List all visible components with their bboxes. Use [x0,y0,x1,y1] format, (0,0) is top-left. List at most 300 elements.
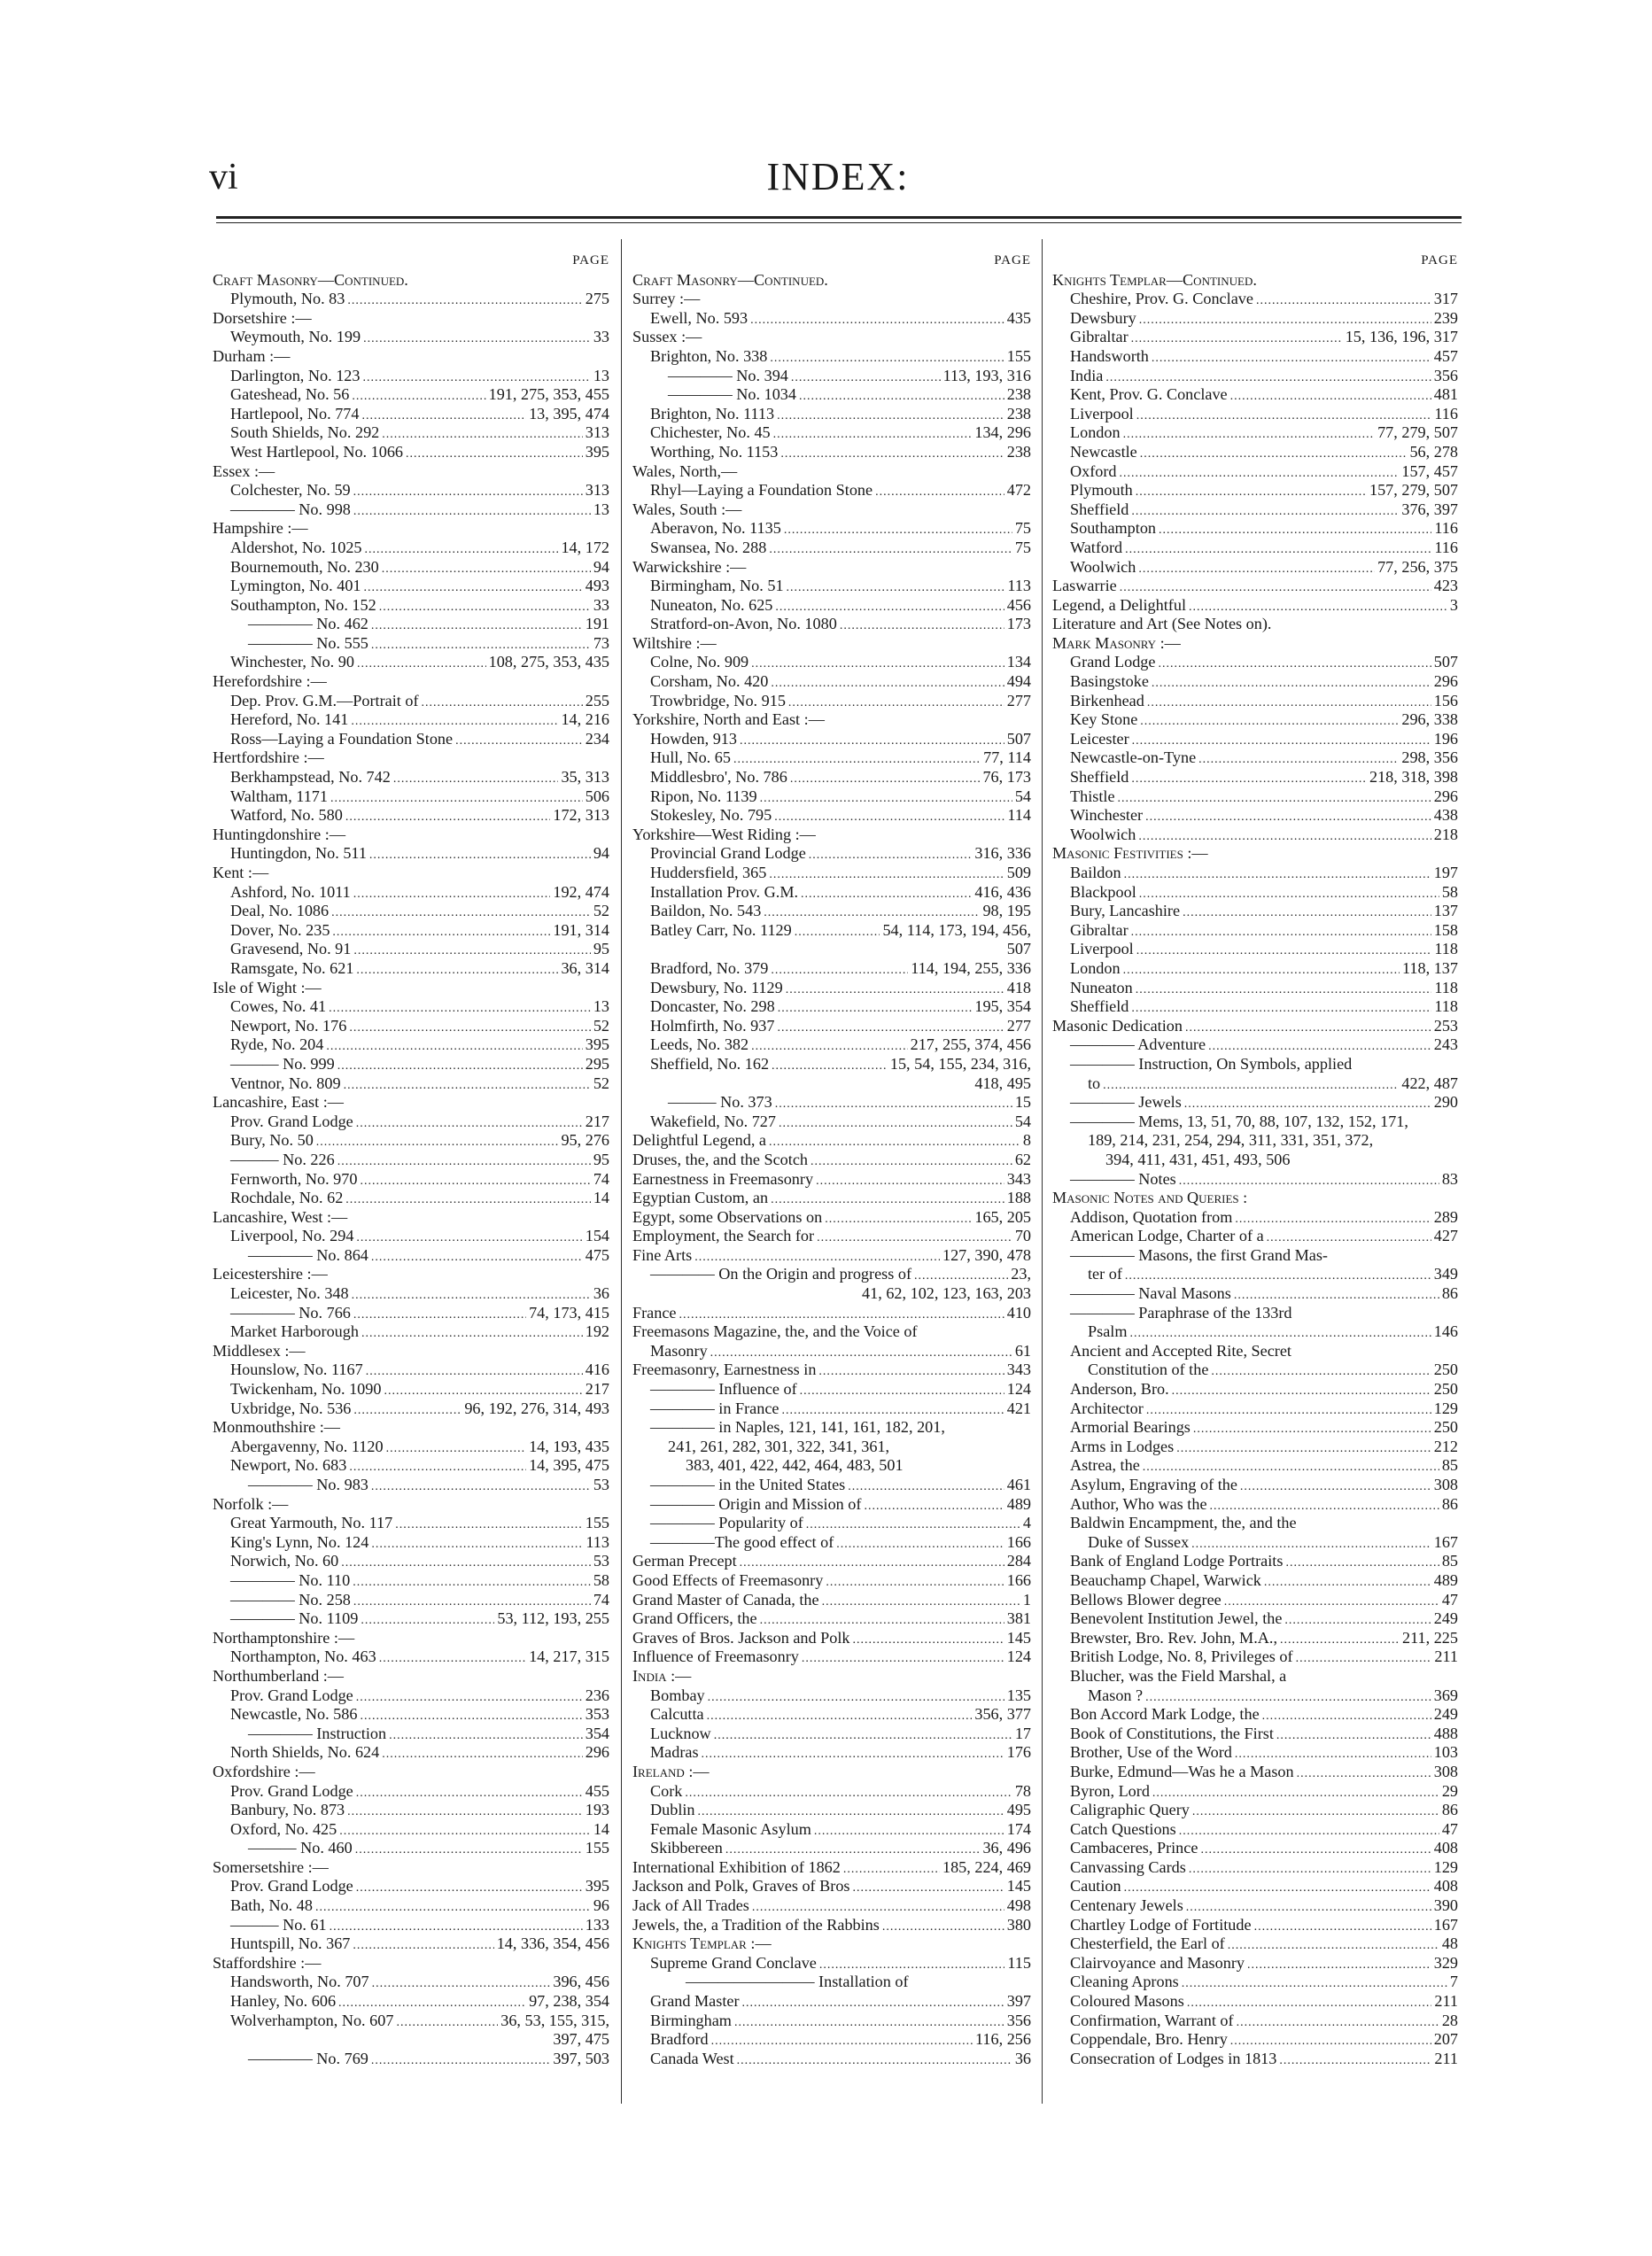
leader-dots [1124,1879,1431,1898]
leader-dots [1136,981,1432,1000]
entry-text: Bournemouth, No. 230 [230,557,379,576]
entry-pages: 96, 192, 276, 314, 493 [464,1399,609,1417]
leader-dots [775,598,1004,617]
index-column-2 [632,252,1031,2103]
leader-dots [1297,1764,1431,1784]
entry-text: Author, Who was the [1070,1494,1207,1513]
entry-pages: 62 [1014,1150,1031,1168]
entry-text: Aberavon, No. 1135 [650,519,781,538]
index-entry [213,1801,609,1820]
entry-pages: 95 [593,1150,609,1168]
leader-dots [330,789,583,809]
index-entry [213,672,609,692]
entry-pages: 129 [1433,1399,1458,1417]
entry-text: Hartlepool, No. 774 [230,404,360,423]
entry-text: Colchester, No. 59 [230,481,351,500]
leader-dots [356,1784,583,1803]
index-entry [1052,290,1458,309]
index-entry [632,1782,1031,1802]
leader-dots [1234,1286,1439,1306]
index-entry [632,1973,1031,1992]
entry-text: Egypt, some Observations on [632,1207,823,1226]
entry-text: Brighton, No. 338 [650,346,768,365]
index-entry [632,1571,1031,1591]
entry-text: Huntingdon, No. 511 [230,844,367,863]
entry-text: Deal, No. 1086 [230,902,330,920]
entry-pages: 86 [1441,1284,1458,1303]
entry-pages: 36, 496 [982,1839,1031,1857]
index-section-heading [1052,1189,1458,1208]
leader-dots [344,1076,591,1096]
entry-pages: 489 [1006,1494,1031,1513]
entry-pages: 116 [1434,538,1458,556]
entry-text: Dover, No. 235 [230,920,330,939]
entry-pages: 211 [1434,1647,1458,1666]
index-entry [1052,1304,1458,1323]
entry-pages: 238 [1006,385,1031,404]
entry-pages: 418 [1006,978,1031,996]
index-entry [213,1246,609,1266]
entry-pages: 76, 173 [982,768,1031,787]
entry-text: ———— No. 110 [230,1570,351,1589]
leader-dots [1279,2051,1431,2071]
entry-pages: 498 [1006,1896,1031,1915]
index-entry [1052,1208,1458,1228]
entry-text: Good Effects of Freemasonry [632,1570,824,1589]
entry-text: ter of [1088,1265,1122,1283]
index-entry [1052,1992,1458,2012]
leader-dots [384,1382,582,1401]
index-entry [213,405,609,424]
index-entry [1052,2012,1458,2031]
leader-dots [1125,1267,1431,1286]
leader-dots [772,1057,888,1076]
entry-pages: 316, 336 [974,844,1031,863]
leader-dots [1139,885,1439,904]
entry-text: Freemasons Magazine, the, and the Voice of [632,1322,918,1341]
index-entry [632,1725,1031,1744]
leader-dots [1211,1362,1431,1382]
entry-pages: 124 [1006,1380,1031,1399]
index-entry [213,1591,609,1610]
entry-text: Gravesend, No. 91 [230,940,352,958]
entry-text: ———— No. 462 [248,615,368,633]
entry-pages: 134 [1006,653,1031,671]
leader-dots [1103,1076,1399,1096]
entry-text: North Shields, No. 624 [230,1743,380,1762]
index-entry [213,1322,609,1342]
entry-pages: 296 [1433,672,1458,691]
leader-dots [1256,291,1431,311]
entry-text: Dewsbury [1070,308,1136,327]
entry-text: Canada West [650,2049,734,2067]
entry-text: 189, 214, 231, 254, 294, 311, 331, 351, 372, [1088,1131,1374,1150]
entry-pages: 78 [1014,1781,1031,1800]
index-entry [632,1476,1031,1495]
entry-text: Warwickshire :— [632,557,747,576]
entry-pages: 13 [593,366,609,384]
leader-dots [347,291,582,311]
entry-pages: 97, 238, 354 [529,1992,609,2011]
entry-pages: 296 [1433,787,1458,805]
entry-pages: 329 [1433,1953,1458,1972]
entry-pages: 217, 255, 374, 456 [910,1035,1031,1054]
index-entry [632,1074,1031,1094]
entry-text: ——— No. 460 [248,1839,353,1857]
entry-text: Chichester, No. 45 [650,423,771,442]
entry-pages: 435 [1006,308,1031,327]
entry-text: Wiltshire :— [632,633,717,652]
leader-dots [422,694,583,713]
entry-text: Consecration of Lodges in 1813 [1070,2049,1277,2067]
leader-dots [371,1248,583,1268]
entry-text: Blackpool [1070,882,1136,901]
entry-pages: 94 [593,557,609,576]
leader-dots [764,903,980,923]
index-entry [213,1284,609,1304]
index-entry [1052,443,1458,462]
entry-text: Centenary Jewels [1070,1896,1183,1915]
index-entry [213,710,609,730]
entry-text: Woolwich [1070,825,1136,843]
entry-pages: 507 [1006,940,1031,958]
entry-text: Norwich, No. 60 [230,1552,339,1570]
entry-pages: 481 [1433,385,1458,404]
index-entry [632,1686,1031,1706]
entry-text: Lancashire, East :— [213,1093,344,1112]
entry-pages: 118 [1434,978,1458,996]
entry-text: Coloured Masons [1070,1992,1184,2011]
leader-dots [840,616,1004,636]
entry-pages: 1 [1022,1590,1031,1609]
entry-pages: 295 [585,1054,609,1073]
entry-text: German Precept [632,1552,737,1570]
index-entry [213,519,609,539]
entry-text: ——— No. 61 [230,1915,327,1934]
entry-pages: 509 [1006,864,1031,881]
entry-pages: 255 [585,691,609,709]
leader-dots [795,923,880,942]
entry-text: Sheffield [1070,997,1129,1016]
index-entry [632,1514,1031,1533]
leader-dots [361,1611,494,1631]
entry-pages: 35, 313 [561,768,609,787]
index-section-heading [632,271,1031,291]
entry-text: Weymouth, No. 199 [230,328,361,346]
entry-text: Mark Masonry :— [1052,633,1181,652]
index-entry [213,1877,609,1896]
leader-dots [853,1879,1004,1898]
leader-dots [1176,1439,1431,1459]
entry-pages: 212 [1433,1437,1458,1455]
entry-pages: 438 [1433,806,1458,825]
leader-dots [338,1994,526,2013]
index-entry [213,1361,609,1380]
entry-text: Kent :— [213,864,269,881]
index-entry [632,1399,1031,1419]
entry-text: Ryde, No. 204 [230,1035,324,1054]
index-entry [213,1916,609,1935]
entry-pages: 145 [1006,1877,1031,1896]
leader-dots [353,502,591,522]
index-entry [632,1246,1031,1266]
leader-dots [864,1497,1004,1516]
entry-text: Book of Constitutions, the First [1070,1724,1274,1742]
entry-text: Dublin [650,1801,695,1819]
entry-pages: 416 [585,1361,609,1379]
index-entry [1052,672,1458,692]
index-entry [632,1533,1031,1553]
index-entry [1052,730,1458,749]
leader-dots [365,540,559,560]
entry-pages: 395 [585,1877,609,1896]
entry-text: Bellows Blower degree [1070,1590,1222,1609]
entry-text: Psalm [1088,1322,1128,1341]
entry-pages: 86 [1441,1494,1458,1513]
entry-pages: 353 [585,1705,609,1724]
entry-pages: 395 [585,1035,609,1054]
leader-dots [775,1095,1012,1114]
leader-dots [825,1210,972,1229]
leader-dots [366,1362,583,1382]
entry-pages: 495 [1006,1801,1031,1819]
entry-text: Herefordshire :— [213,672,327,691]
index-entry [213,1514,609,1533]
index-entry [1052,1916,1458,1935]
index-entry [213,539,609,558]
entry-pages: 369 [1433,1686,1458,1704]
entry-text: Great Yarmouth, No. 117 [230,1514,393,1532]
entry-pages: 4 [1022,1514,1031,1532]
index-entry [1052,367,1458,386]
entry-pages: 77, 279, 507 [1377,423,1458,442]
leader-dots [779,1114,1012,1134]
entry-pages: 86 [1441,1801,1458,1819]
index-entry [1052,1934,1458,1954]
index-entry [632,1322,1031,1342]
entry-pages: 95, 276 [561,1131,609,1150]
entry-pages: 47 [1441,1590,1458,1609]
entry-text: Graves of Bros. Jackson and Polk [632,1628,850,1647]
index-entry [213,1533,609,1553]
entry-pages: 118, 137 [1402,958,1458,977]
leader-dots [760,1611,1004,1631]
leader-dots [778,999,973,1019]
leader-dots [760,789,1012,809]
index-entry [213,1782,609,1802]
entry-text: India [1070,366,1104,384]
leader-dots [315,1898,591,1918]
leader-dots [349,1019,590,1038]
index-entry [632,405,1031,424]
entry-pages: 343 [1006,1169,1031,1188]
entry-pages: 489 [1433,1570,1458,1589]
entry-text: Jackson and Polk, Graves of Bros [632,1877,850,1896]
entry-text: ———— No. 258 [230,1590,351,1609]
index-entry [1052,1954,1458,1973]
leader-dots [352,387,485,407]
entry-pages: 196 [1433,729,1458,748]
entry-text: Masonic Festivities :— [1052,844,1208,863]
entry-text: Knights Templar—Continued. [1052,270,1257,289]
index-entry [213,1304,609,1323]
index-entry [632,1035,1031,1055]
page-header [209,149,1467,202]
index-entry [213,423,609,443]
entry-text: Ventnor, No. 809 [230,1074,341,1092]
entry-pages: 185, 224, 469 [942,1857,1031,1876]
leader-dots [360,1172,590,1191]
entry-pages: 313 [585,481,609,500]
index-entry [1052,1647,1458,1667]
index-entry [632,558,1031,578]
entry-pages: 456 [1006,595,1031,614]
leader-dots [382,425,582,445]
entry-text: Mason ? [1088,1686,1144,1704]
index-entry [1052,462,1458,482]
index-entry [632,2050,1031,2069]
entry-pages: 192, 474 [553,882,609,901]
entry-text: Baildon, No. 543 [650,902,762,920]
index-entry [632,826,1031,845]
leader-dots [1192,1802,1439,1822]
entry-pages: 197 [1433,864,1458,881]
leader-dots [1198,750,1399,770]
index-entry [632,1284,1031,1304]
entry-pages: 277 [1006,1016,1031,1035]
entry-text: Provincial Grand Lodge [650,844,806,863]
index-entry [1052,1571,1458,1591]
leader-dots [1296,1649,1432,1669]
entry-pages: 103 [1433,1743,1458,1762]
entry-pages: 191 [585,615,609,633]
index-entry [213,1476,609,1495]
index-entry [1052,692,1458,711]
leader-dots [1136,942,1432,961]
entry-pages: 54 [1014,1112,1031,1130]
index-entry [213,443,609,462]
index-entry [213,1896,609,1916]
index-entry [632,672,1031,692]
entry-text: Jack of All Trades [632,1896,749,1915]
entry-pages: 70 [1014,1227,1031,1245]
leader-dots [371,2051,550,2071]
index-entry [213,367,609,386]
index-entry [213,615,609,634]
index-entry [632,864,1031,883]
entry-text: Constitution of the [1088,1361,1209,1379]
leader-dots [1276,1726,1431,1746]
index-entry [1052,1476,1458,1495]
index-entry [1052,1782,1458,1802]
index-entry [213,826,609,845]
index-entry [1052,1591,1458,1610]
index-entry [213,940,609,959]
entry-text: Cork [650,1781,683,1800]
leader-dots [822,1593,1020,1612]
entry-text: to [1088,1074,1101,1092]
entry-text: Middlesbro', No. 786 [650,768,787,787]
index-entry [1052,519,1458,539]
header-rule [216,216,1462,219]
leader-dots [1228,1936,1439,1956]
index-entry [213,692,609,711]
index-entry [213,1571,609,1591]
entry-pages: 85 [1441,1552,1458,1570]
leader-dots [685,1784,1012,1803]
index-entry [1052,1055,1458,1074]
leader-dots [737,2051,1012,2071]
index-entry [213,1227,609,1246]
entry-text: Handsworth [1070,346,1149,365]
index-entry [213,1208,609,1228]
entry-pages: 28 [1441,2011,1458,2029]
leader-dots [771,1190,1004,1210]
entry-text: Huddersfield, 365 [650,864,767,881]
entry-text: Abergavenny, No. 1120 [230,1437,384,1455]
entry-text: Yorkshire, North and East :— [632,710,825,729]
leader-dots [1129,1324,1431,1344]
index-entry [632,1112,1031,1132]
entry-text: Birmingham [650,2011,732,2029]
index-entry [1052,1093,1458,1112]
index-entry [632,500,1031,520]
leader-dots [382,560,591,579]
entry-pages: 53 [593,1552,609,1570]
index-entry [1052,1399,1458,1419]
leader-dots [742,1994,1004,2013]
leader-dots [331,903,591,923]
entry-text: Grand Officers, the [632,1609,757,1628]
index-entry [213,768,609,787]
entry-pages: 115 [1007,1953,1031,1972]
entry-pages: 157, 279, 507 [1369,481,1458,500]
entry-pages: 14, 172 [561,538,609,556]
entry-text: Durham :— [213,346,291,365]
entry-pages: 48 [1441,1934,1458,1953]
entry-text: ———— Instruction [248,1724,387,1742]
leader-dots [853,1631,1004,1650]
entry-pages: 167 [1433,1915,1458,1934]
entry-pages: 356, 377 [974,1705,1031,1724]
entry-text: Sheffield [1070,768,1129,787]
index-entry [632,539,1031,558]
index-entry [213,730,609,749]
leader-dots [337,1057,583,1076]
entry-pages: 54 [1014,787,1031,805]
entry-pages: 493 [585,577,609,595]
index-entry [632,634,1031,654]
index-entry [213,1743,609,1763]
index-entry [632,1380,1031,1399]
index-entry [1052,328,1458,347]
entry-text: Masonic Notes and Queries : [1052,1189,1248,1207]
leader-dots [773,425,973,445]
entry-text: Prov. Grand Lodge [230,1112,353,1130]
index-entry [213,500,609,520]
entry-text: Druses, the, and the Scotch [632,1150,808,1168]
entry-pages: 356 [1433,366,1458,384]
index-entry [213,347,609,367]
leader-dots [707,1707,973,1726]
entry-pages: 174 [1006,1819,1031,1838]
entry-pages: 250 [1433,1361,1458,1379]
index-entry [1052,997,1458,1017]
entry-text: Asylum, Engraving of the [1070,1476,1237,1493]
index-entry [1052,1112,1458,1132]
leader-dots [337,1152,591,1172]
entry-text: Craft Masonry—Continued. [632,270,828,289]
